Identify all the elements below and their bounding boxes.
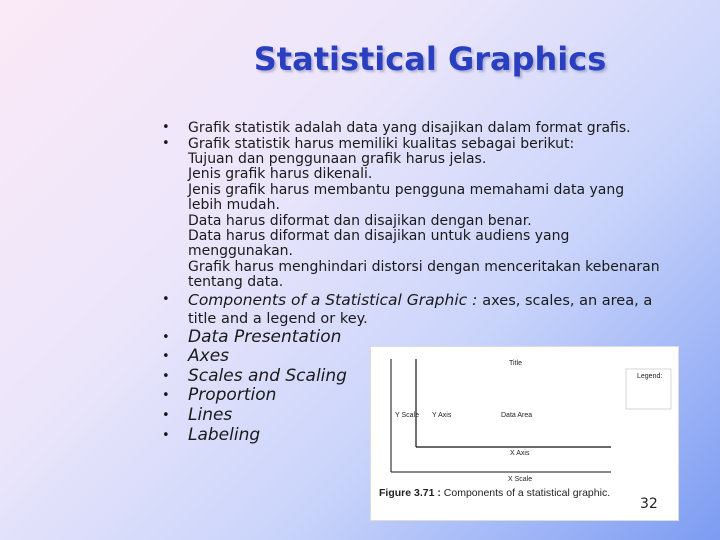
bullet-item xyxy=(162,136,662,291)
sub-item: Grafik harus menghindari distorsi dengan menceritakan kebenaran tentang data. xyxy=(188,258,660,291)
fig-data-area-label: Data Area xyxy=(501,412,533,419)
fig-y-scale-label: Y Scale xyxy=(395,412,419,419)
bullet-text: Labeling xyxy=(188,424,261,445)
fig-x-axis-label: X Axis xyxy=(510,450,530,457)
bullet-text: Scales and Scaling xyxy=(188,365,347,386)
sub-item: Tujuan dan penggunaan grafik harus jelas. xyxy=(188,151,487,167)
bullet-text: Proportion xyxy=(188,385,277,406)
bullet-text: Lines xyxy=(188,405,233,426)
fig-y-axis-label: Y Axis xyxy=(432,412,452,419)
components-rest: axes, scales, an area, a title and a legend or key. xyxy=(188,292,653,327)
bullet-text: Axes xyxy=(188,346,230,367)
components-figure xyxy=(371,347,678,520)
bullet-text: Grafik statistik adalah data yang disajikan dalam format grafis. xyxy=(188,120,631,136)
sub-item: Data harus diformat dan disajikan dengan benar. xyxy=(188,212,532,229)
fig-legend-label: Legend: xyxy=(637,373,663,380)
bullet-text: Data Presentation xyxy=(188,326,342,347)
figure-caption xyxy=(379,487,610,499)
slide-title: Statistical Graphics xyxy=(253,40,607,78)
sub-item: Data harus diformat dan disajikan untuk audiens yang menggunakan. xyxy=(188,228,570,260)
caption-text: Components of a statistical graphic. xyxy=(440,487,611,499)
bullet-text: Grafik statistik harus memiliki kualitas sebagai berikut: xyxy=(188,136,575,152)
sub-item: Jenis grafik harus membantu pengguna memahami data yang lebih mudah. xyxy=(188,181,625,214)
sub-item: Jenis grafik harus dikenali. xyxy=(188,166,373,183)
bullet-item xyxy=(162,120,662,136)
fig-title-label: Title xyxy=(509,360,522,367)
page-number: 32 xyxy=(640,496,658,512)
caption-figure-number: Figure 3.71 : xyxy=(379,487,441,499)
bullet-item xyxy=(162,328,662,348)
fig-x-scale-label: X Scale xyxy=(508,476,533,483)
components-lead: Components of a Statistical Graphic : xyxy=(188,290,483,309)
bullet-item xyxy=(162,291,662,328)
